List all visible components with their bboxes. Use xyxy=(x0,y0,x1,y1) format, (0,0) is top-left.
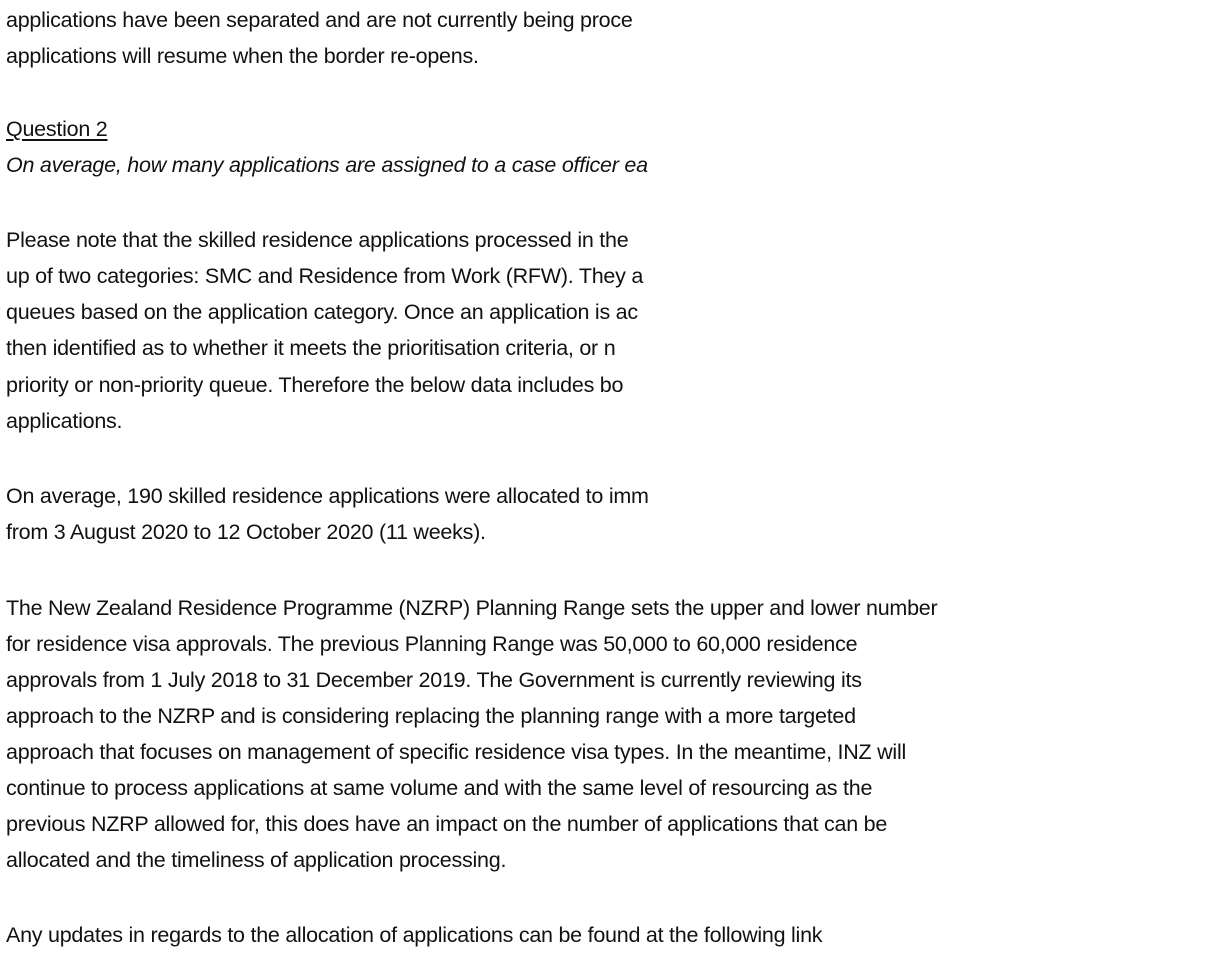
para1-line-6: applications. xyxy=(6,409,123,433)
para3-line-2: for residence visa approvals. The previous Planning Range was 50,000 to 60,000 residence xyxy=(6,632,858,656)
question-heading: Question 2 xyxy=(6,117,108,141)
intro-line-1: applications have been separated and are not currently being proce xyxy=(6,8,633,32)
para1-line-1: Please note that the skilled residence applications processed in the xyxy=(6,228,629,252)
para1-line-2: up of two categories: SMC and Residence from Work (RFW). They a xyxy=(6,264,644,288)
para3-line-5: approach that focuses on management of specific residence visa types. In the meantime, INZ will xyxy=(6,740,907,764)
para1-line-4: then identified as to whether it meets the prioritisation criteria, or n xyxy=(6,336,616,360)
para2-line-1: On average, 190 skilled residence applications were allocated to imm xyxy=(6,484,649,508)
para3-line-4: approach to the NZRP and is considering replacing the planning range with a more targeted xyxy=(6,704,856,728)
para3-line-7: previous NZRP allowed for, this does have an impact on the number of applications that can be xyxy=(6,812,888,836)
intro-line-2: applications will resume when the border re-opens. xyxy=(6,44,479,68)
para3-line-6: continue to process applications at same volume and with the same level of resourcing as the xyxy=(6,776,873,800)
para3-line-8: allocated and the timeliness of application processing. xyxy=(6,848,507,872)
question-text: On average, how many applications are assigned to a case officer ea xyxy=(6,153,648,177)
para1-line-3: queues based on the application category. Once an application is ac xyxy=(6,300,638,324)
para2-line-2: from 3 August 2020 to 12 October 2020 (11 weeks). xyxy=(6,520,486,544)
para3-line-1: The New Zealand Residence Programme (NZRP) Planning Range sets the upper and lower number xyxy=(6,596,938,620)
para3-line-3: approvals from 1 July 2018 to 31 December 2019. The Government is currently reviewing its xyxy=(6,668,862,692)
para4-line-1: Any updates in regards to the allocation of applications can be found at the following link xyxy=(6,923,823,947)
para1-line-5: priority or non-priority queue. Therefore the below data includes bo xyxy=(6,373,624,397)
